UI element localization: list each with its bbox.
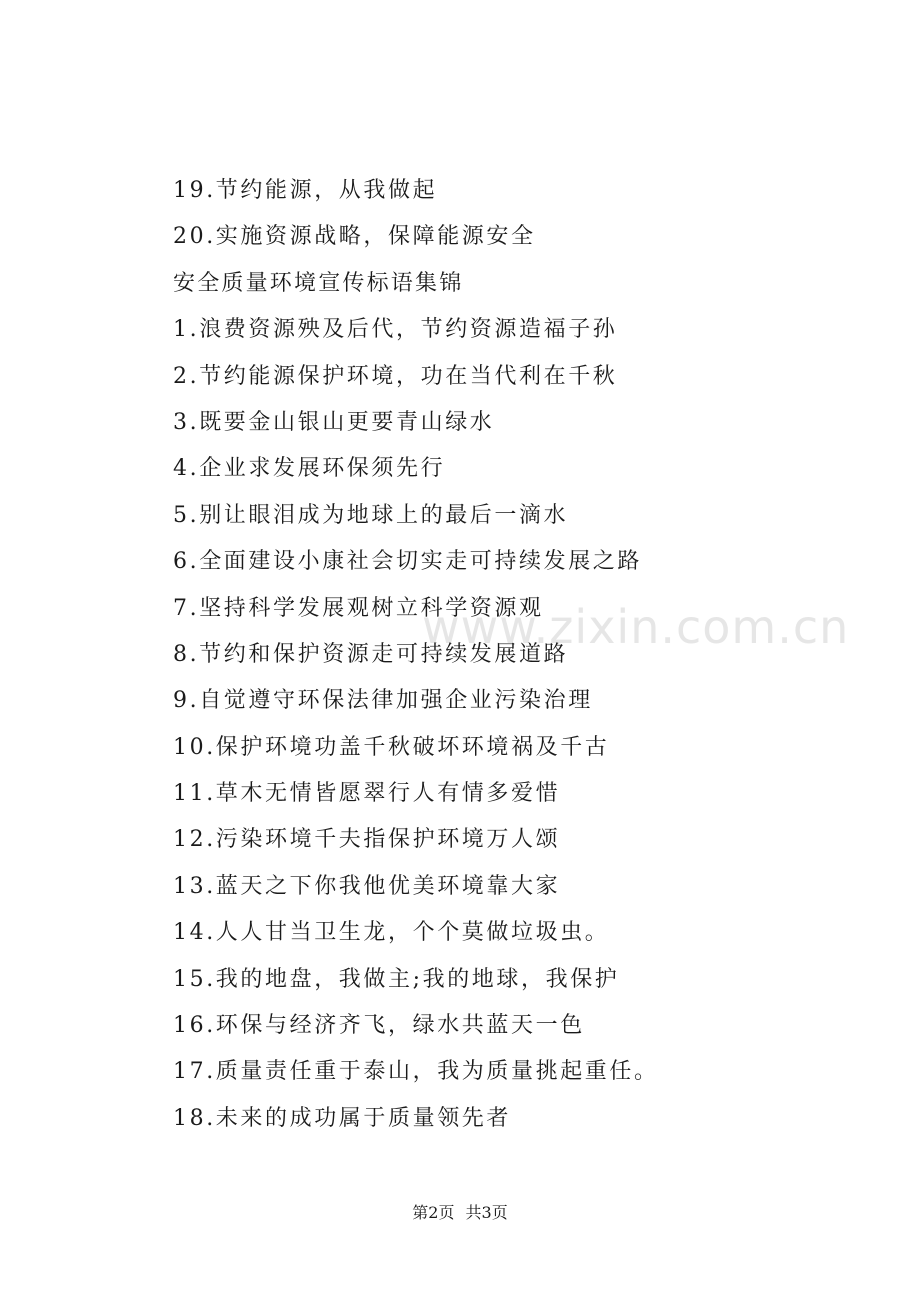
slogan-line: 3.既要金山银山更要青山绿水 xyxy=(173,409,495,435)
slogan-line: 13.蓝天之下你我他优美环境靠大家 xyxy=(173,873,561,899)
slogan-line: 4.企业求发展环保须先行 xyxy=(173,456,446,482)
slogan-line: 7.坚持科学发展观树立科学资源观 xyxy=(173,595,544,621)
page-number-current: 第2页 xyxy=(412,1203,455,1222)
slogan-line: 8.节约和保护资源走可持续发展道路 xyxy=(173,641,569,667)
slogan-line: 15.我的地盘，我做主;我的地球，我保护 xyxy=(173,966,620,992)
watermark: www.zixin.com.cn xyxy=(422,600,850,654)
slogan-line: 17.质量责任重于泰山，我为质量挑起重任。 xyxy=(173,1059,659,1085)
slogan-line: 18.未来的成功属于质量领先者 xyxy=(173,1105,511,1131)
section-heading: 安全质量环境宣传标语集锦 xyxy=(173,270,464,296)
slogan-line: 20.实施资源战略，保障能源安全 xyxy=(173,224,536,250)
slogan-line: 10.保护环境功盖千秋破坏环境祸及千古 xyxy=(173,734,610,760)
slogan-line: 11.草木无情皆愿翠行人有情多爱惜 xyxy=(173,781,561,807)
page-footer xyxy=(0,1200,920,1223)
slogan-line: 2.节约能源保护环境，功在当代利在千秋 xyxy=(173,363,618,389)
document-body xyxy=(173,168,793,1142)
slogan-line: 12.污染环境千夫指保护环境万人颂 xyxy=(173,827,561,853)
slogan-line: 14.人人甘当卫生龙，个个莫做垃圾虫。 xyxy=(173,920,610,946)
slogan-line: 6.全面建设小康社会切实走可持续发展之路 xyxy=(173,549,642,575)
slogan-line: 5.别让眼泪成为地球上的最后一滴水 xyxy=(173,502,569,528)
slogan-line: 19.节约能源，从我做起 xyxy=(173,178,438,203)
slogan-line: 9.自觉遵守环保法律加强企业污染治理 xyxy=(173,688,593,714)
slogan-line: 16.环保与经济齐飞，绿水共蓝天一色 xyxy=(173,1013,585,1039)
page-number-total: 共3页 xyxy=(465,1203,508,1222)
slogan-line: 1.浪费资源殃及后代，节约资源造福子孙 xyxy=(173,317,618,343)
